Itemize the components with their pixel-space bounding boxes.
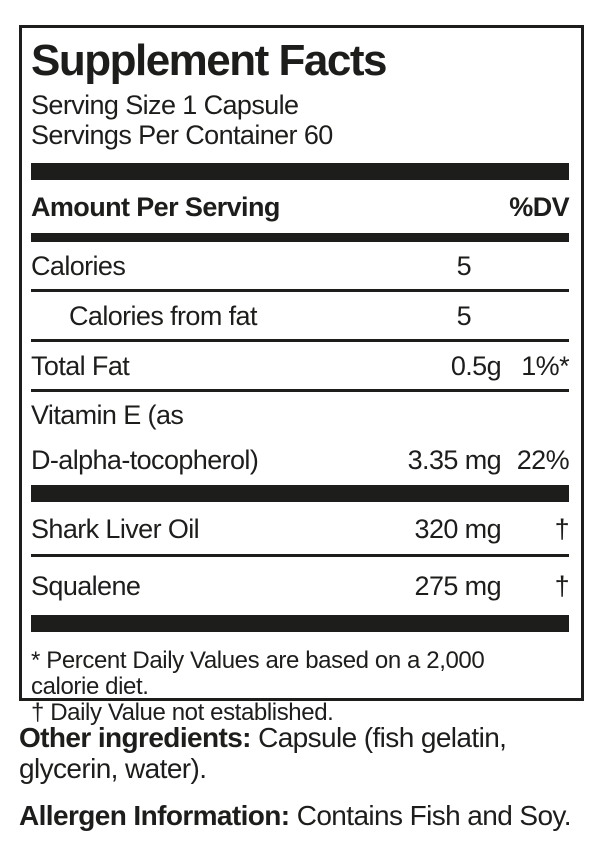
nutrient-amount-total-fat: 0.5g (450, 351, 501, 381)
nutrient-amount-squalene: 275 mg (414, 571, 501, 601)
row-shark-liver-oil (31, 502, 569, 557)
thick-divider-top (31, 163, 569, 180)
supplement-facts-panel (19, 25, 584, 726)
percent-dv-header: %DV (509, 192, 569, 222)
servings-per-container-text: Servings Per Container 60 (31, 120, 333, 150)
panel-title: Supplement Facts (31, 36, 386, 85)
nutrient-name-squalene: Squalene (31, 571, 141, 601)
footnote-dv-not-established: † Daily Value not established. (31, 699, 334, 726)
nutrient-dv-total-fat: 1%* (521, 351, 569, 381)
other-ingredients-text-line1: Capsule (fish gelatin, (250, 722, 507, 753)
nutrient-vitamin-e-line2 (31, 445, 569, 476)
other-ingredients-label: Other ingredients: (19, 722, 251, 753)
row-calories-from-fat (31, 292, 569, 342)
serving-size-text: Serving Size 1 Capsule (31, 90, 299, 120)
column-header-row (31, 180, 569, 233)
nutrient-amount-shark-liver-oil: 320 mg (414, 514, 501, 544)
serving-info (31, 90, 569, 150)
amount-per-serving-header: Amount Per Serving (31, 192, 280, 222)
nutrient-name-vitamin-e-line2: D-alpha-tocopherol) (31, 445, 259, 475)
thick-divider-bottom (31, 615, 569, 632)
row-squalene (31, 557, 569, 615)
medium-divider-header (31, 233, 569, 242)
other-ingredients-text-line2: glycerin, water). (19, 753, 207, 784)
other-ingredients-paragraph (19, 722, 589, 784)
nutrient-name-total-fat: Total Fat (31, 351, 130, 381)
nutrient-dv-vitamin-e: 22% (516, 445, 569, 475)
nutrient-dv-squalene: † (554, 571, 569, 601)
allergen-text: Contains Fish and Soy. (289, 800, 571, 831)
nutrient-dv-shark-liver-oil: † (554, 514, 569, 544)
footnotes (31, 648, 569, 726)
nutrient-name-shark-liver-oil: Shark Liver Oil (31, 514, 200, 544)
footnote-daily-values-line2: calorie diet. (31, 673, 149, 700)
nutrient-amount-vitamin-e: 3.35 mg (407, 445, 501, 475)
nutrient-name-vitamin-e-line1: Vitamin E (as (31, 400, 184, 430)
allergen-paragraph (19, 800, 597, 831)
allergen-label: Allergen Information: (19, 800, 290, 831)
nutrient-amount-calories-from-fat: 5 (456, 301, 471, 331)
nutrient-amount-calories: 5 (456, 251, 471, 281)
thick-divider-middle (31, 485, 569, 502)
nutrient-name-calories-from-fat: Calories from fat (69, 301, 257, 331)
row-total-fat (31, 342, 569, 392)
nutrient-name-calories: Calories (31, 251, 126, 281)
footnote-daily-values-line1: * Percent Daily Values are based on a 2,000 (31, 647, 485, 674)
row-vitamin-e (31, 392, 569, 485)
row-calories (31, 242, 569, 292)
